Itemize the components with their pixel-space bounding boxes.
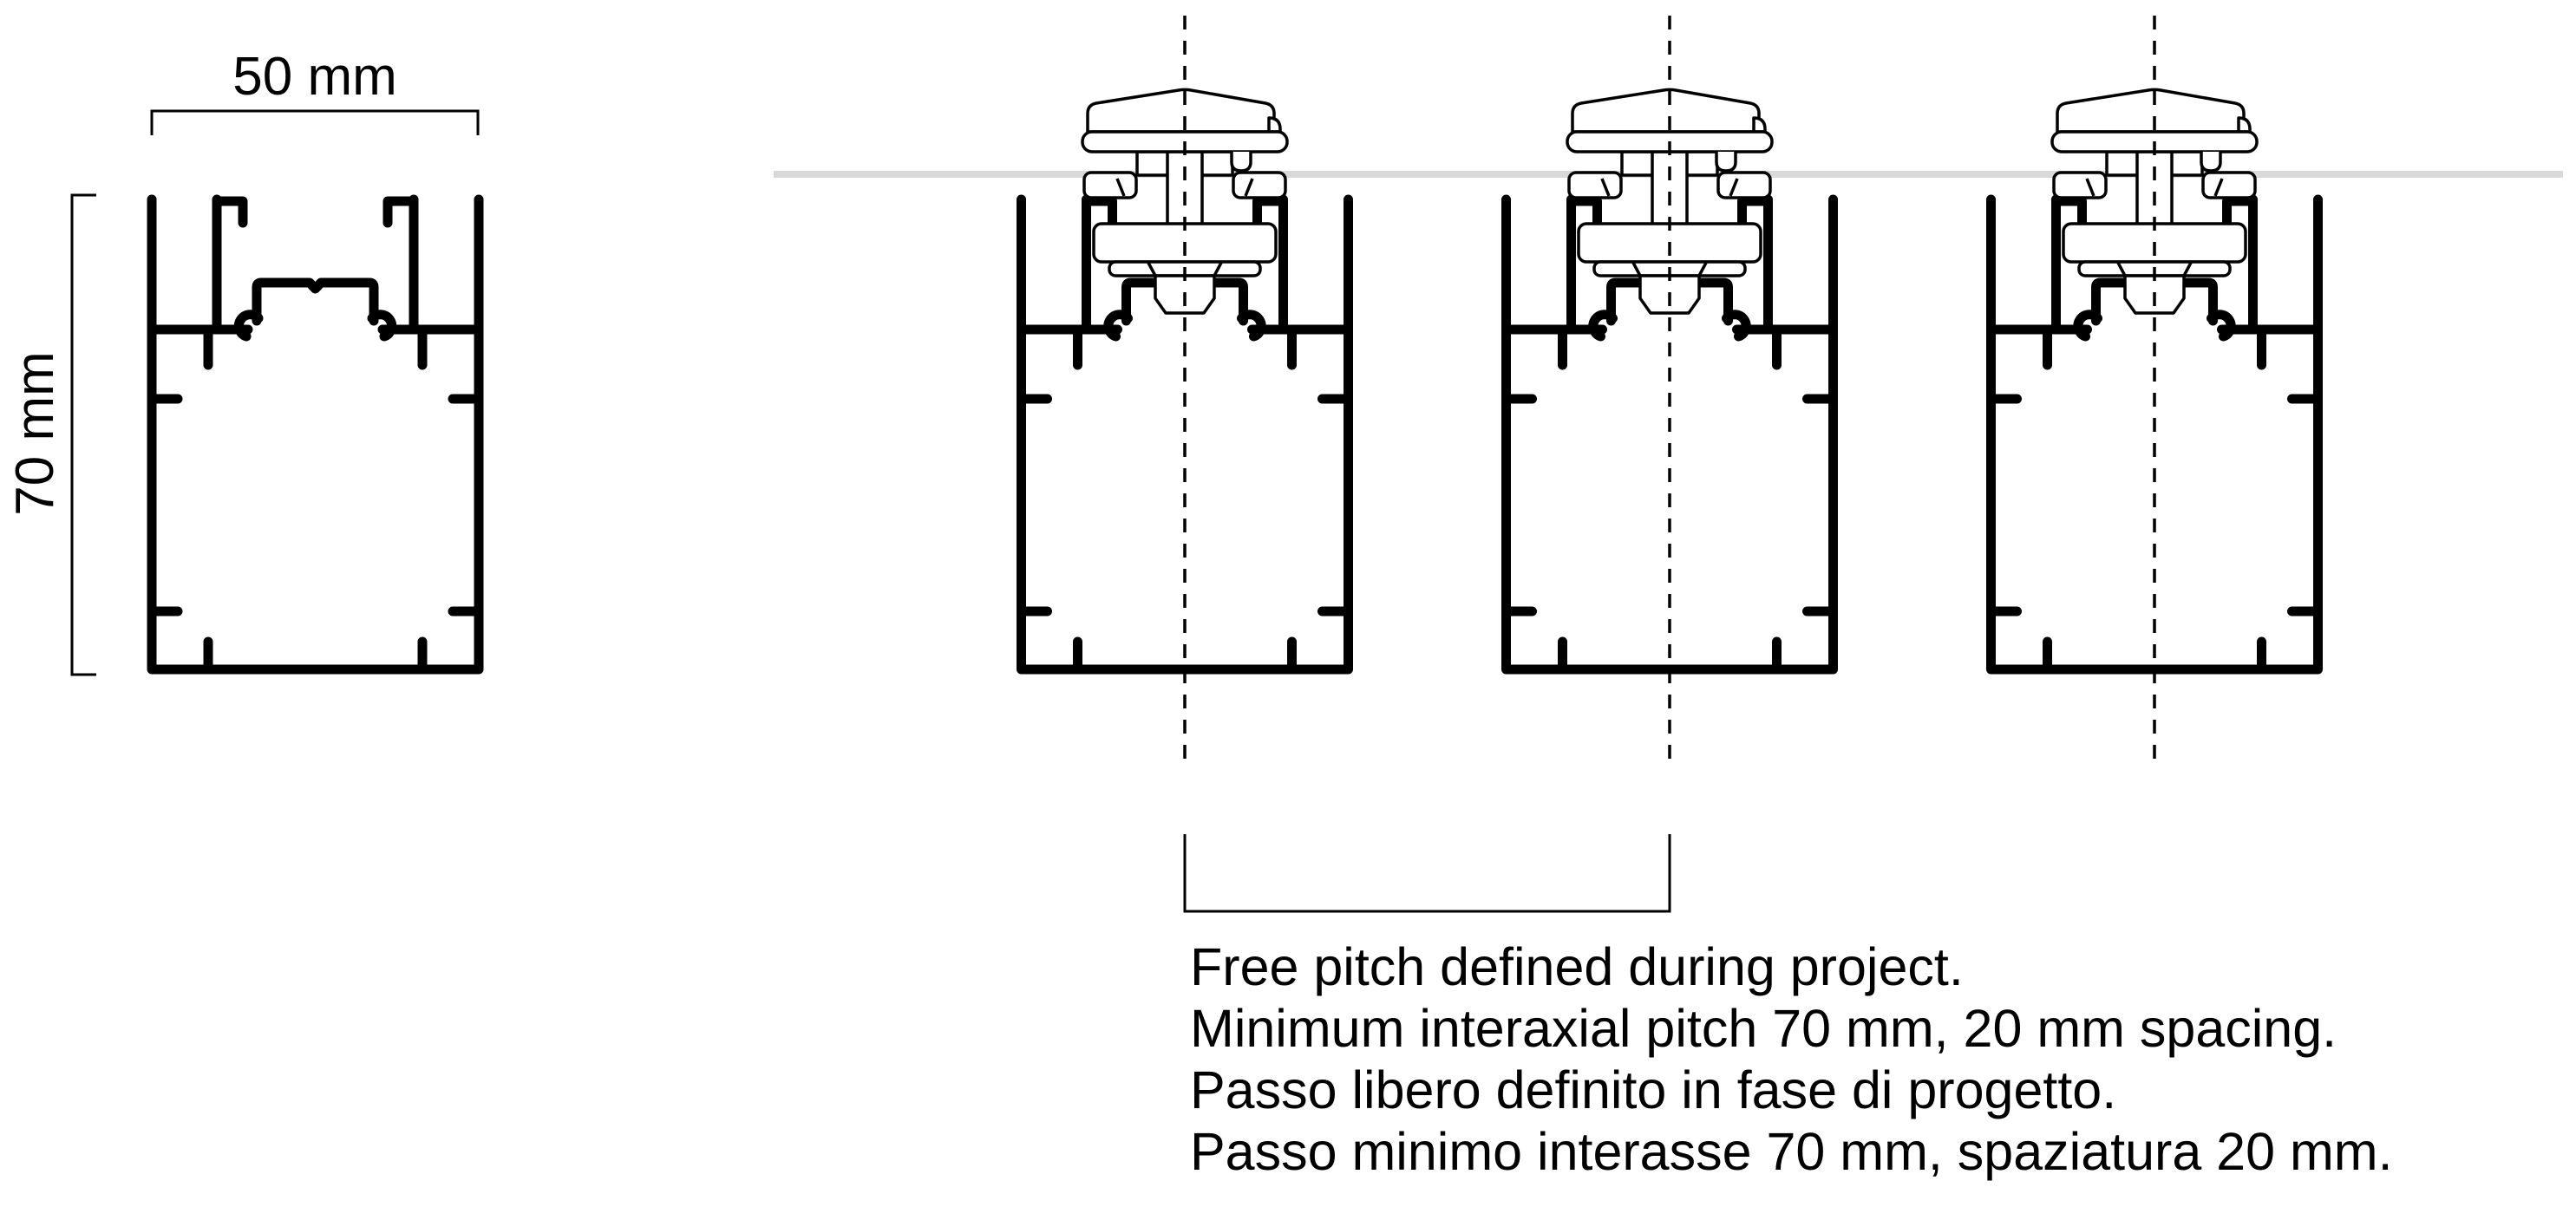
note-line-en-1: Free pitch defined during project. — [1190, 937, 1964, 996]
note-line-en-2: Minimum interaxial pitch 70 mm, 20 mm spacing. — [1190, 999, 2337, 1058]
height-dimension-bracket — [72, 195, 96, 675]
height-dimension-label: 70 mm — [5, 351, 65, 516]
pitch-notes — [1190, 936, 2393, 1183]
width-dimension-bracket — [152, 111, 478, 135]
note-line-it-1: Passo libero definito in fase di progetto. — [1190, 1060, 2117, 1119]
single-profile-section — [152, 199, 479, 669]
pitch-dimension-bracket — [1185, 834, 1670, 911]
note-line-it-2: Passo minimo interasse 70 mm, spaziatura 20 mm. — [1190, 1122, 2393, 1181]
width-dimension-label: 50 mm — [232, 47, 397, 107]
